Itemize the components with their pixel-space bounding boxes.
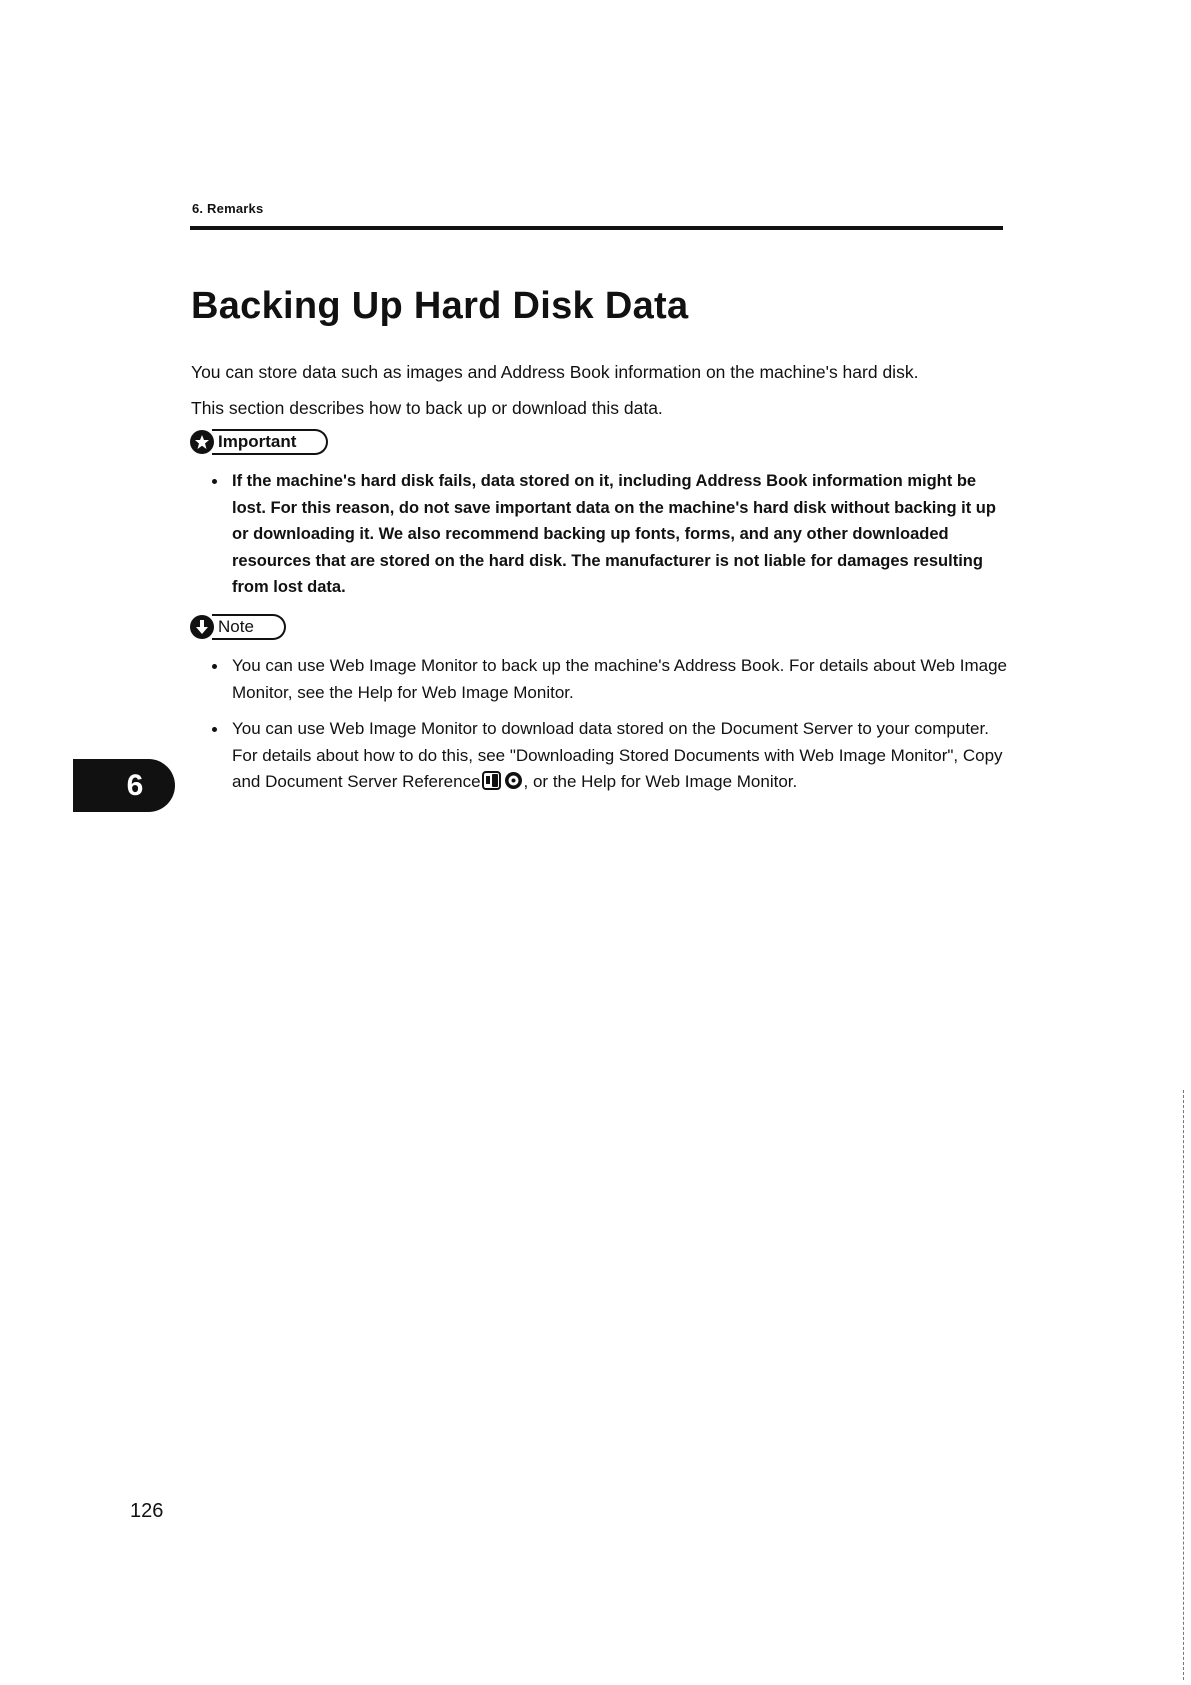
important-list (208, 468, 1008, 601)
list-item (208, 716, 1008, 799)
note-list (208, 653, 1008, 809)
important-callout (190, 429, 328, 455)
list-item: You can use Web Image Monitor to back up the machine's Address Book. For details about Web Image Monitor, see the Help for Web Image Monitor. (208, 653, 1008, 706)
note-arrow-icon (190, 615, 214, 639)
running-head: 6. Remarks (192, 201, 264, 216)
note-item-text: , or the Help for Web Image Monitor. (523, 772, 798, 791)
intro-paragraph-1: You can store data such as images and Address Book information on the machine's hard disk. (191, 362, 919, 382)
important-star-icon (190, 430, 214, 454)
intro-paragraph-2: This section describes how to back up or download this data. (191, 398, 663, 418)
chapter-tab: 6 (73, 759, 175, 812)
cd-disc-icon (504, 771, 523, 799)
note-callout (190, 614, 328, 640)
manual-book-icon (482, 771, 502, 799)
important-label: Important (212, 429, 328, 455)
scan-edge-line (1183, 1090, 1184, 1680)
list-item: If the machine's hard disk fails, data stored on it, including Address Book information might be lost. For this reason, do not save important data on the machine's hard disk without backing it up or downloading it. We also recommend backing up fonts, forms, and any other downloaded resources that are stored on the hard disk. The manufacturer is not liable for damages resulting from lost data. (208, 468, 1008, 601)
header-rule (190, 226, 1003, 230)
note-label: Note (212, 614, 286, 640)
page-title: Backing Up Hard Disk Data (191, 285, 689, 327)
note-item-text: You can use Web Image Monitor to download data stored on the Document Server to your computer. For details about how to do this, see "Downloading Stored Documents with Web Image Monitor", Copy and Document Server Reference (232, 719, 1003, 791)
page-number: 126 (130, 1500, 164, 1522)
